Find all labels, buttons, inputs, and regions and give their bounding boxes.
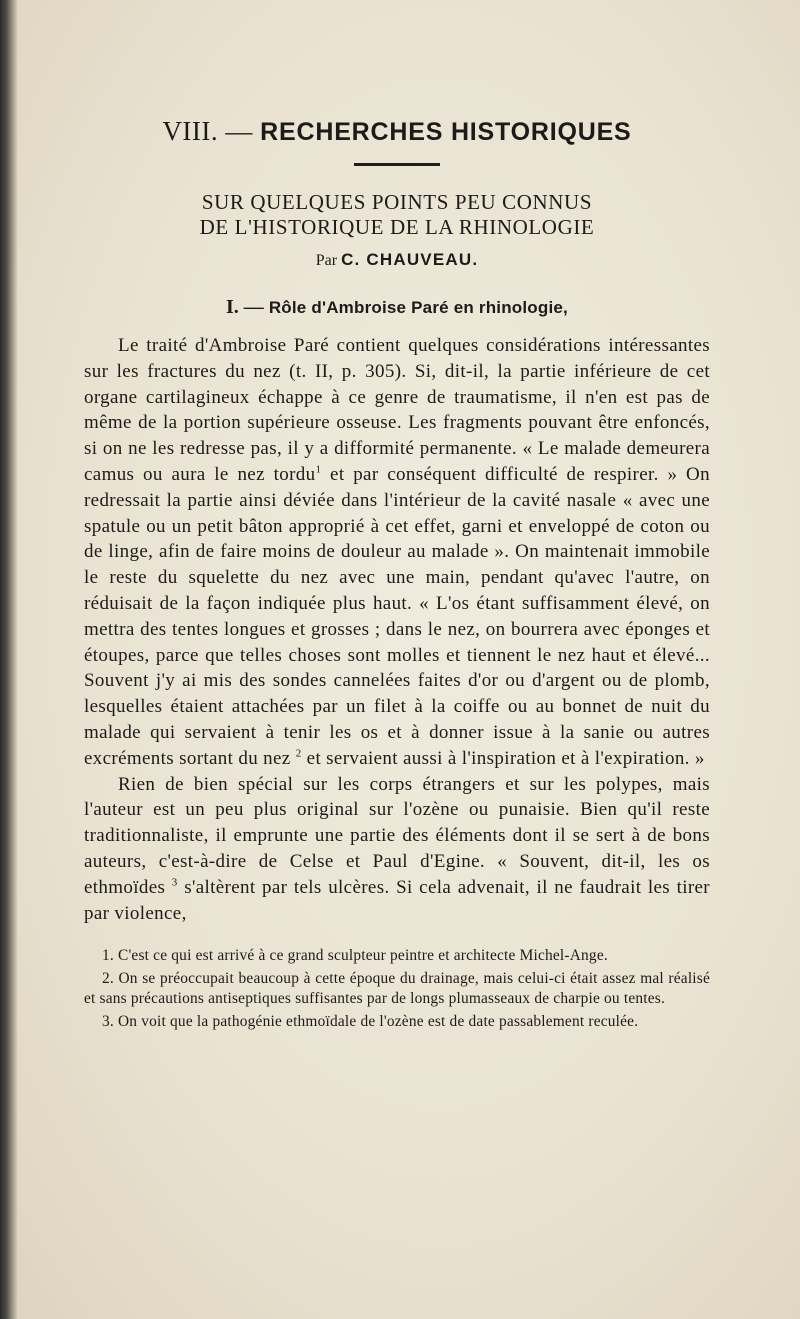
paragraph-1-part-c: et servaient aussi à l'inspiration et à l'expiration. » (301, 747, 705, 769)
book-spine-shadow (0, 0, 18, 1319)
paragraph-2 (84, 772, 710, 927)
subtitle-line-2: DE L'HISTORIQUE DE LA RHINOLOGIE (199, 215, 595, 239)
subtitle-line-1: SUR QUELQUES POINTS PEU CONNUS (201, 190, 593, 214)
footnote-ref-1: 1 (315, 463, 322, 476)
chapter-number: VIII. — (162, 116, 253, 146)
author-name: C. CHAUVEAU. (341, 250, 479, 269)
footnote-ref-3: 3 (171, 876, 178, 889)
paragraph-2-part-b: s'altèrent par tels ulcères. Si cela advenait, il ne faudrait les tirer par violence, (84, 876, 710, 924)
title-rule (354, 163, 440, 166)
chapter-title (84, 116, 710, 147)
page-content (84, 100, 710, 1034)
footnote-ref-2: 2 (295, 747, 302, 760)
article-body (84, 333, 710, 926)
author-byline (84, 250, 710, 270)
paragraph-1-part-b: et par conséquent difficulté de respirer. » On redressait la partie ainsi déviée dans l'intérieur de la cavité nasale « avec une spatule ou un petit bâton approprié à cet effet, garni et enveloppé de coton ou de linge, afin de faire moins de douleur au malade ». On maintenait immobile le reste du squelette du nez avec une main, pendant qu'avec l'autre, on réduisait de la façon indiquée plus haut. « L'os étant suffisamment élevé, on mettra des tentes longues et grosses ; dans le nez, on bourrera avec éponges et étoupes, parce que telles choses sont molles et tiennent le nez haut et élevé... Souvent j'y ai mis des sondes cannelées faites d'or ou d'argent ou de plomb, lesquelles étaient attachées par un filet à la coiffe ou au bonnet de nuit du malade qui servaient à tenir les os et à donner issue à la sanie ou autres excréments sortant du nez (84, 463, 710, 769)
footnote-2: 2. On se préoccupait beaucoup à cette époque du drainage, mais celui-ci était assez mal réalisé et sans précautions antiseptiques suffisantes par de longs plumasseaux de charpie ou tentes. (84, 969, 710, 1008)
paragraph-1 (84, 333, 710, 772)
section-number: I. — (226, 296, 264, 318)
article-subtitle (84, 190, 710, 240)
section-heading (84, 296, 710, 319)
author-prefix: Par (315, 252, 338, 269)
footnote-3: 3. On voit que la pathogénie ethmoïdale de l'ozène est de date passablement reculée. (102, 1012, 639, 1030)
footnote-1: 1. C'est ce qui est arrivé à ce grand sculpteur peintre et architecte Michel-Ange. (102, 947, 608, 965)
paragraph-1-part-a: Le traité d'Ambroise Paré contient quelques considérations intéressantes sur les fractures du nez (t. II, p. 305). Si, dit-il, la partie inférieure de cet organe cartilagineux échappe à ce genre de traumatisme, il n'en est pas de même de la portion supérieure osseuse. Les fragments pouvant être enfoncés, si on ne les redresse pas, il y a difformité permanente. « Le malade demeurera camus ou aura le nez tordu (84, 335, 710, 485)
footnotes (84, 946, 710, 1032)
section-title: Rôle d'Ambroise Paré en rhinologie, (268, 298, 568, 317)
chapter-title-text: RECHERCHES HISTORIQUES (260, 118, 632, 146)
paragraph-2-part-a: Rien de bien spécial sur les corps étrangers et sur les polypes, mais l'auteur est un peu plus original sur l'ozène ou punaisie. Bien qu'il reste traditionnaliste, il emprunte une partie des éléments dont il se sert à de bons auteurs, c'est-à-dire de Celse et Paul d'Egine. « Souvent, dit-il, les os ethmoïdes (84, 773, 710, 898)
